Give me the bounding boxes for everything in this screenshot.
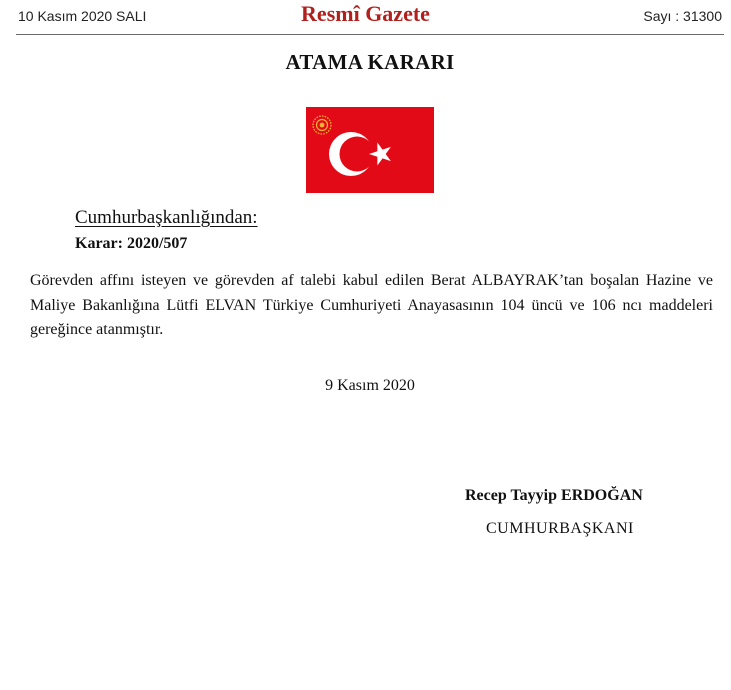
publication-title: Resmî Gazete — [301, 1, 430, 26]
gazette-header — [0, 0, 731, 36]
signer-title: CUMHURBAŞKANI — [486, 520, 634, 537]
header-divider — [16, 34, 724, 35]
issuing-authority: Cumhurbaşkanlığından: — [75, 207, 258, 228]
signer-name: Recep Tayyip ERDOĞAN — [465, 487, 643, 504]
decision-date: 9 Kasım 2020 — [325, 377, 415, 394]
decision-body: Görevden affını isteyen ve görevden af talebi kabul edilen Berat ALBAYRAK’tan boşalan Hazine ve Maliye Bakanlığına Lütfi ELVAN Türkiye Cumhuriyeti Anayasasının 104 üncü ve 106 ncı maddeleri gereğince atanmıştır. — [30, 272, 713, 338]
document-title: ATAMA KARARI — [285, 50, 455, 74]
issue-number: Sayı : 31300 — [643, 8, 722, 24]
decision-number: Karar: 2020/507 — [75, 235, 188, 252]
publication-date: 10 Kasım 2020 SALI — [18, 8, 147, 24]
turkish-flag-icon — [306, 107, 434, 193]
